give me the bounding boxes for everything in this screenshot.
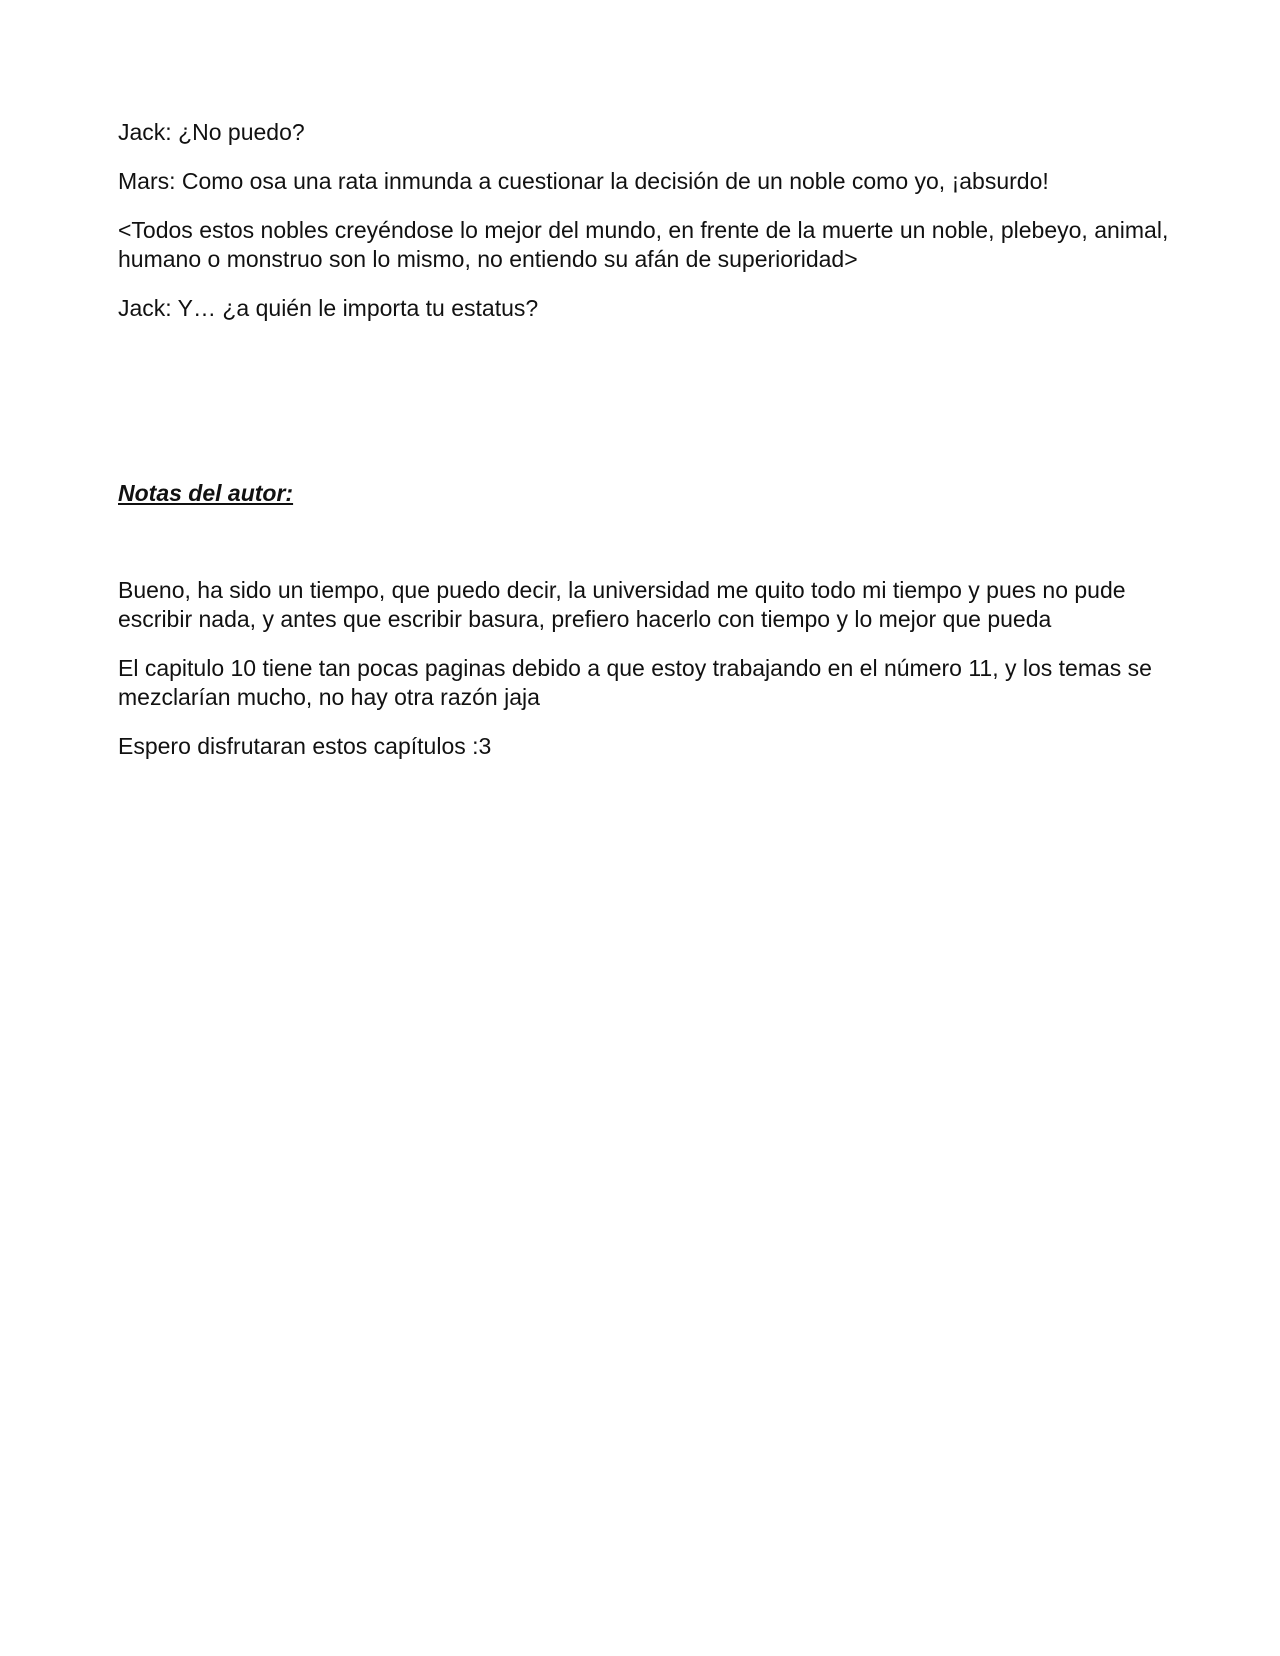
author-notes-heading: Notas del autor: <box>118 480 294 506</box>
dialogue-line: Mars: Como osa una rata inmunda a cuestionar la decisión de un noble como yo, ¡absurdo! <box>118 168 1049 194</box>
author-note-paragraph: El capitulo 10 tiene tan pocas paginas debido a que estoy trabajando en el número 11, y los temas se mezclarían mucho, no hay otra razón jaja <box>118 655 1152 710</box>
author-note-paragraph: Bueno, ha sido un tiempo, que puedo decir, la universidad me quito todo mi tiempo y pues no pude escribir nada, y antes que escribir basura, prefiero hacerlo con tiempo y lo mejor que pueda <box>118 577 1126 632</box>
inner-thought: <Todos estos nobles creyéndose lo mejor del mundo, en frente de la muerte un noble, plebeyo, animal, humano o monstruo son lo mismo, no entiendo su afán de superioridad> <box>118 217 1169 272</box>
dialogue-line: Jack: ¿No puedo? <box>118 119 305 145</box>
document-body <box>118 118 1178 781</box>
author-note-paragraph: Espero disfrutaran estos capítulos :3 <box>118 733 492 759</box>
dialogue-line: Jack: Y… ¿a quién le importa tu estatus? <box>118 295 539 321</box>
